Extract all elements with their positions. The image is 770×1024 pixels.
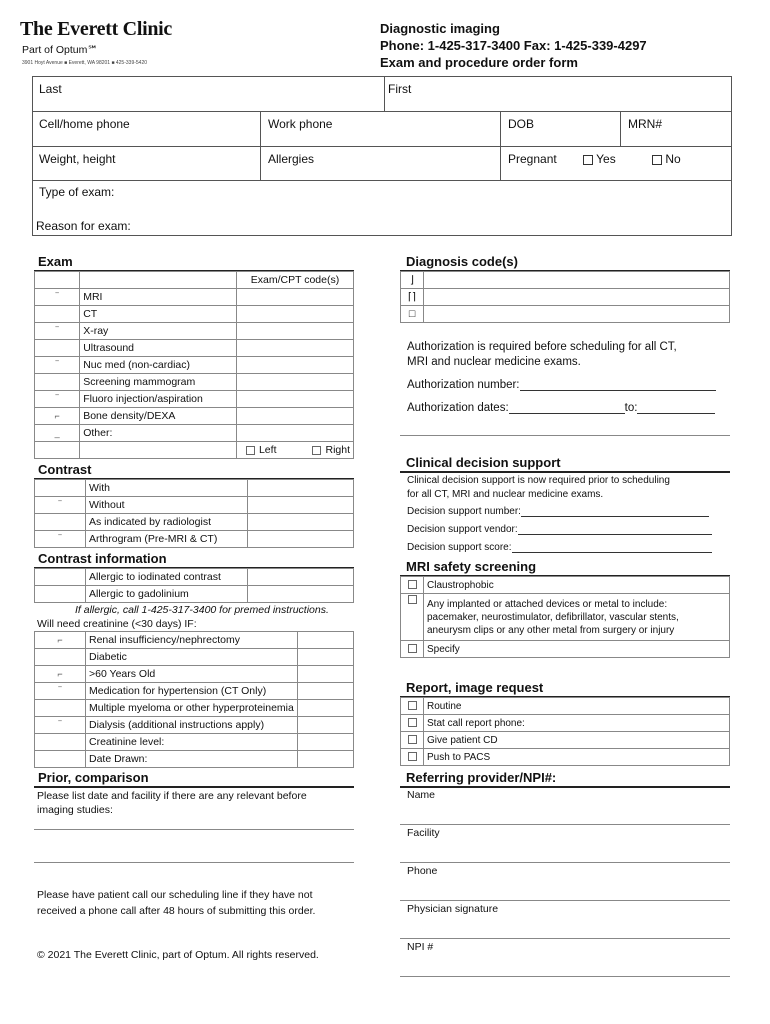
exam-row: Ultrasound (35, 340, 354, 357)
call-note2: received a phone call after 48 hours of submitting this order. (37, 905, 316, 917)
left-option[interactable]: Left (246, 444, 277, 456)
exam-row: ‾ Fluoro injection/aspiration (35, 391, 354, 408)
checkbox[interactable] (35, 306, 80, 323)
contrast-info-row: Allergic to gadolinium (35, 586, 354, 603)
auth-text2: MRI and nuclear medicine exams. (407, 356, 581, 368)
cds-text2: for all CT, MRI and nuclear medicine exams. (407, 489, 604, 500)
checkbox-icon[interactable] (408, 701, 417, 710)
clinic-address: 3901 Hoyt Avenue ■ Everett, WA 98201 ■ 425-339-5420 (22, 60, 148, 66)
creatinine-row: Diabetic (35, 649, 354, 666)
allergies-field[interactable]: Allergies (268, 152, 315, 166)
auth-dates-field[interactable]: Authorization dates: to: (407, 402, 715, 414)
type-of-exam-field[interactable]: Type of exam: (39, 185, 115, 199)
checkbox-icon[interactable] (408, 595, 417, 604)
checkbox[interactable]: ‾ (35, 289, 80, 306)
referring-section-title: Referring provider/NPI#: (406, 770, 557, 785)
report-table (400, 697, 730, 766)
mrn-field[interactable]: MRN# (628, 117, 663, 131)
auth-text1: Authorization is required before scheduling for all CT, (407, 341, 677, 353)
creatinine-row: Multiple myeloma or other hyperproteinemia (35, 700, 354, 717)
contrast-info-title: Contrast information (38, 551, 167, 566)
contrast-section-title: Contrast (38, 462, 92, 477)
referring-name-line[interactable] (400, 824, 730, 825)
contrast-row: ‾ Without (35, 497, 354, 514)
exam-row: ‾ X-ray (35, 323, 354, 340)
checkbox-icon[interactable] (583, 155, 593, 165)
checkbox-icon[interactable] (312, 446, 321, 455)
creatinine-row: Date Drawn: (35, 751, 354, 768)
header-line1: Diagnostic imaging (380, 21, 500, 36)
referring-signature-line[interactable] (400, 938, 730, 939)
checkbox[interactable]: ‾ (35, 323, 80, 340)
exam-row: CT (35, 306, 354, 323)
allergy-note: If allergic, call 1-425-317-3400 for premed instructions. (75, 604, 329, 616)
form-header (380, 20, 647, 71)
checkbox[interactable] (35, 340, 80, 357)
checkbox-icon[interactable] (408, 752, 417, 761)
prior-line-2[interactable] (34, 862, 354, 863)
report-section-title: Report, image request (406, 680, 544, 695)
referring-facility-line[interactable] (400, 862, 730, 863)
prior-section-title: Prior, comparison (38, 770, 149, 785)
header-line2: Phone: 1-425-317-3400 Fax: 1-425-339-4297 (380, 38, 647, 53)
creatinine-row: ‾ Medication for hypertension (CT Only) (35, 683, 354, 700)
diagnosis-row: □ (401, 306, 730, 323)
checkbox[interactable]: ‾ (35, 357, 80, 374)
report-row: Routine (401, 698, 730, 715)
contrast-table (34, 479, 354, 548)
contrast-row: As indicated by radiologist (35, 514, 354, 531)
mri-row: Any implanted or attached devices or metal to include: pacemaker, neurostimulator, defibrillator, vascular stents, aneurysm clips or any other metal from surgery or injury (401, 594, 730, 641)
creatinine-note: Will need creatinine (<30 days) IF: (37, 618, 197, 630)
dob-field[interactable]: DOB (508, 117, 535, 131)
checkbox[interactable] (35, 374, 80, 391)
diagnosis-table (400, 271, 730, 323)
diagnosis-row: ⌈⌉ (401, 289, 730, 306)
call-note1: Please have patient call our scheduling line if they have not (37, 889, 313, 901)
pregnant-no[interactable]: No (652, 152, 681, 166)
right-option[interactable]: Right (312, 444, 350, 456)
prior-text2: imaging studies: (37, 804, 113, 816)
prior-text1: Please list date and facility if there are any relevant before (37, 790, 307, 802)
creatinine-table (34, 631, 354, 768)
creatinine-row: Creatinine level: (35, 734, 354, 751)
mri-row: Specify (401, 641, 730, 658)
mri-table (400, 576, 730, 658)
checkbox[interactable]: ‾ (35, 391, 80, 408)
mri-row: Claustrophobic (401, 577, 730, 594)
contrast-row: With (35, 480, 354, 497)
patient-info-box (32, 76, 732, 236)
referring-signature-label: Physician signature (407, 903, 499, 915)
exam-table (34, 271, 354, 459)
clinic-logo-name: The Everett Clinic (20, 18, 172, 40)
weight-height-field[interactable]: Weight, height (39, 152, 116, 166)
cds-text1: Clinical decision support is now required prior to scheduling (407, 475, 670, 486)
contrast-info-row: Allergic to iodinated contrast (35, 569, 354, 586)
last-name-field[interactable]: Last (39, 82, 62, 96)
referring-phone-line[interactable] (400, 900, 730, 901)
referring-phone-label: Phone (407, 865, 438, 877)
reason-for-exam-field[interactable]: Reason for exam: (36, 219, 131, 233)
checkbox-icon[interactable] (408, 735, 417, 744)
creatinine-row: ⌐ >60 Years Old (35, 666, 354, 683)
diagnosis-row: ⌋ (401, 272, 730, 289)
checkbox-icon[interactable] (408, 718, 417, 727)
exam-row: Screening mammogram (35, 374, 354, 391)
auth-number-field[interactable]: Authorization number: (407, 379, 716, 391)
checkbox-icon[interactable] (246, 446, 255, 455)
referring-facility-label: Facility (407, 827, 440, 839)
prior-line-1[interactable] (34, 829, 354, 830)
cds-number-field[interactable]: Decision support number: (407, 506, 709, 517)
referring-npi-label: NPI # (407, 941, 434, 953)
exam-row: ⌐ Bone density/DEXA (35, 408, 354, 425)
referring-npi-line[interactable] (400, 976, 730, 977)
exam-section-title: Exam (38, 254, 73, 269)
checkbox-icon[interactable] (652, 155, 662, 165)
exam-row: ‾ Nuc med (non-cardiac) (35, 357, 354, 374)
creatinine-row: ‾ Dialysis (additional instructions apply) (35, 717, 354, 734)
exam-row: _ Other: (35, 425, 354, 442)
report-row: Push to PACS (401, 749, 730, 766)
pregnant-yes[interactable]: Yes (583, 152, 616, 166)
cds-vendor-field[interactable]: Decision support vendor: (407, 524, 712, 535)
checkbox-icon[interactable] (408, 644, 417, 653)
header-line3: Exam and procedure order form (380, 55, 578, 70)
pregnant-label: Pregnant (508, 152, 557, 166)
checkbox[interactable]: ⌐ (35, 408, 80, 425)
contrast-info-table (34, 568, 354, 603)
exam-cpt-header: Exam/CPT code(s) (236, 272, 353, 289)
work-phone-field[interactable]: Work phone (268, 117, 333, 131)
mri-section-title: MRI safety screening (406, 559, 537, 574)
report-row: Give patient CD (401, 732, 730, 749)
checkbox[interactable]: _ (35, 425, 80, 442)
contrast-row: ‾ Arthrogram (Pre-MRI & CT) (35, 531, 354, 548)
first-name-field[interactable]: First (388, 82, 412, 96)
cds-section-title: Clinical decision support (406, 455, 561, 470)
cds-score-field[interactable]: Decision support score: (407, 542, 712, 553)
creatinine-row: ⌐ Renal insufficiency/nephrectomy (35, 632, 354, 649)
checkbox-icon[interactable] (408, 580, 417, 589)
report-row: Stat call report phone: (401, 715, 730, 732)
cell-phone-field[interactable]: Cell/home phone (39, 117, 130, 131)
exam-row: ‾ MRI (35, 289, 354, 306)
copyright: © 2021 The Everett Clinic, part of Optum. All rights reserved. (37, 949, 319, 961)
clinic-logo-sub: Part of Optum℠ (22, 44, 99, 56)
diagnosis-section-title: Diagnosis code(s) (406, 254, 518, 269)
referring-name-label: Name (407, 789, 436, 801)
